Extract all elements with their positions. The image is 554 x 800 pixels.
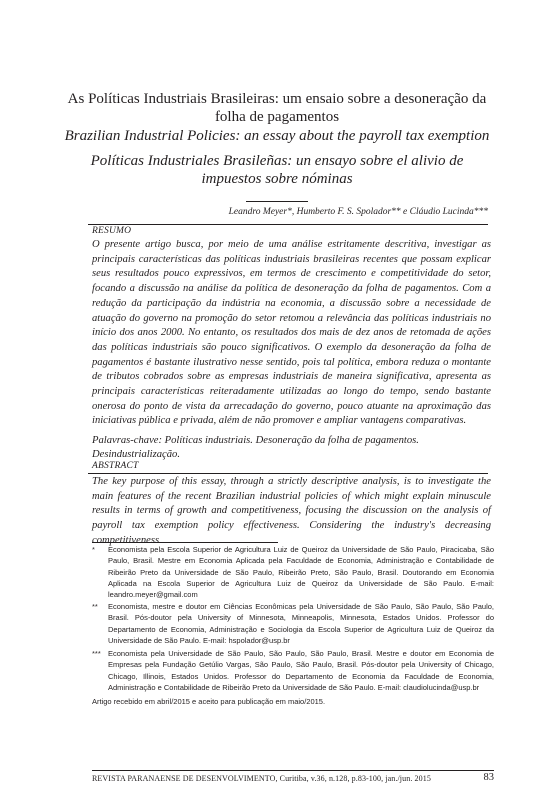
keywords: Palavras-chave: Políticas industriais. Desoneração da folha de pagamentos. Desindustrialização. (92, 435, 419, 460)
author-line: Leandro Meyer*, Humberto F. S. Spolador** e Cláudio Lucinda*** (228, 207, 488, 217)
footer-journal-citation: REVISTA PARANAENSE DE DESENVOLVIMENTO, Curitiba, v.36, n.128, p.83-100, jan./jun. 2015 (92, 774, 431, 783)
footnote-divider (92, 542, 278, 543)
abstract-divider (88, 473, 488, 474)
page-number: 83 (483, 772, 494, 783)
header-divider (88, 224, 488, 225)
resumo-heading: RESUMO (92, 226, 132, 236)
footnote-marker: ** (92, 602, 98, 611)
footnote-author-1 (92, 544, 494, 600)
abstract-heading: ABSTRACT (92, 461, 139, 471)
footnote-text: Economista, mestre e doutor em Ciências Econômicas pela Universidade de São Paulo, São Paulo, São Paulo, Brasil. Pós-doutor pela University of Minnesota, Minneapolis, Minnesota, Estados Unidos. Professor do Departamento de Economia, Administração e Sociologia da Escola Superior de Agricultura Luiz de Queiroz da Universidade de São Paulo. E-mail: hspolador@usp.br (108, 602, 494, 645)
received-note: Artigo recebido em abril/2015 e aceito para publicação em maio/2015. (92, 697, 326, 706)
title-spanish: Políticas Industriales Brasileñas: un ensayo sobre el alivio de impuestos sobre nóminas (90, 153, 464, 187)
abstract-body: The key purpose of this essay, through a strictly descriptive analysis, is to investigate the main features of the recent Brazilian industrial policies of which might explain minuscule results in terms of growth and competitiveness, focusing the discussion on the analysis of payroll tax exemption policy effectiveness. Considering the industry's decreasing competitiveness (92, 476, 491, 546)
footnote-author-2 (92, 601, 494, 646)
footnote-marker: * (92, 545, 95, 554)
resumo-body: O presente artigo busca, por meio de uma análise estritamente descritiva, investigar as principais características das políticas industriais brasileiras recentes que possam explicar seus resultados pouco expressivos, em termos de crescimento e competitividade do setor, focando a discussão na análise da política de desoneração da folha de pagamentos. Com a redução da participação da indústria na economia, a discussão sobre a necessidade de atuação do governo na promoção do setor retomou a relevância das políticas industriais no início dos anos 2000. No entanto, os resultados dos mais de dez anos de retomada de ações das políticas industriais são pouco significativos. O exemplo da desoneração da folha de pagamentos é bastante ilustrativo nesse sentido, pois tal política, embora reduza o montante de tributos cobrados sobre as empresas industriais de maneira significativa, apresenta as principais características reiteradamente utilizadas ao longo do tempo, sendo bastante onerosa do ponto de vista da arrecadação do governo, pouco atuante na aproximação das iniciativas pública e privada, além de não promover e ampliar vantagens comparativas. (92, 239, 491, 427)
footnote-text: Economista pela Escola Superior de Agricultura Luiz de Queiroz da Universidade de São Paulo, Piracicaba, São Paulo, Brasil. Mestre em Economia Aplicada pela Faculdade de Economia, Administração e Contabilidade de Ribeirão Preto da Universidade de São Paulo, Ribeirão Preto, São Paulo, Brasil. Doutorando em Economia Aplicada na Escola Superior de Agricultura Luiz de Queiroz da Universidade de São Paulo. E-mail: leandro.meyer@gmail.com (108, 545, 494, 600)
footnote-text: Economista pela Universidade de São Paulo, São Paulo, São Paulo, Brasil. Mestre e doutor em Economia de Empresas pela Fundação Getúlio Vargas, São Paulo, São Paulo, Brasil. Pós-doutor pela University of Chicago, Chicago, Illinois, Estados Unidos. Professor do Departamento de Economia da Faculdade de Economia, Administração e Contabilidade de Ribeirão Preto da Universidade de São Paulo. E-mail: claudiolucinda@usp.br (108, 649, 494, 692)
footnote-author-3 (92, 648, 494, 693)
title-english: Brazilian Industrial Policies: an essay about the payroll tax exemption (64, 128, 490, 144)
footer-divider (92, 770, 494, 771)
footnote-marker: *** (92, 649, 101, 658)
title-divider (246, 201, 308, 202)
title-portuguese: As Políticas Industriais Brasileiras: um ensaio sobre a desoneração da folha de pagamentos (67, 91, 487, 125)
